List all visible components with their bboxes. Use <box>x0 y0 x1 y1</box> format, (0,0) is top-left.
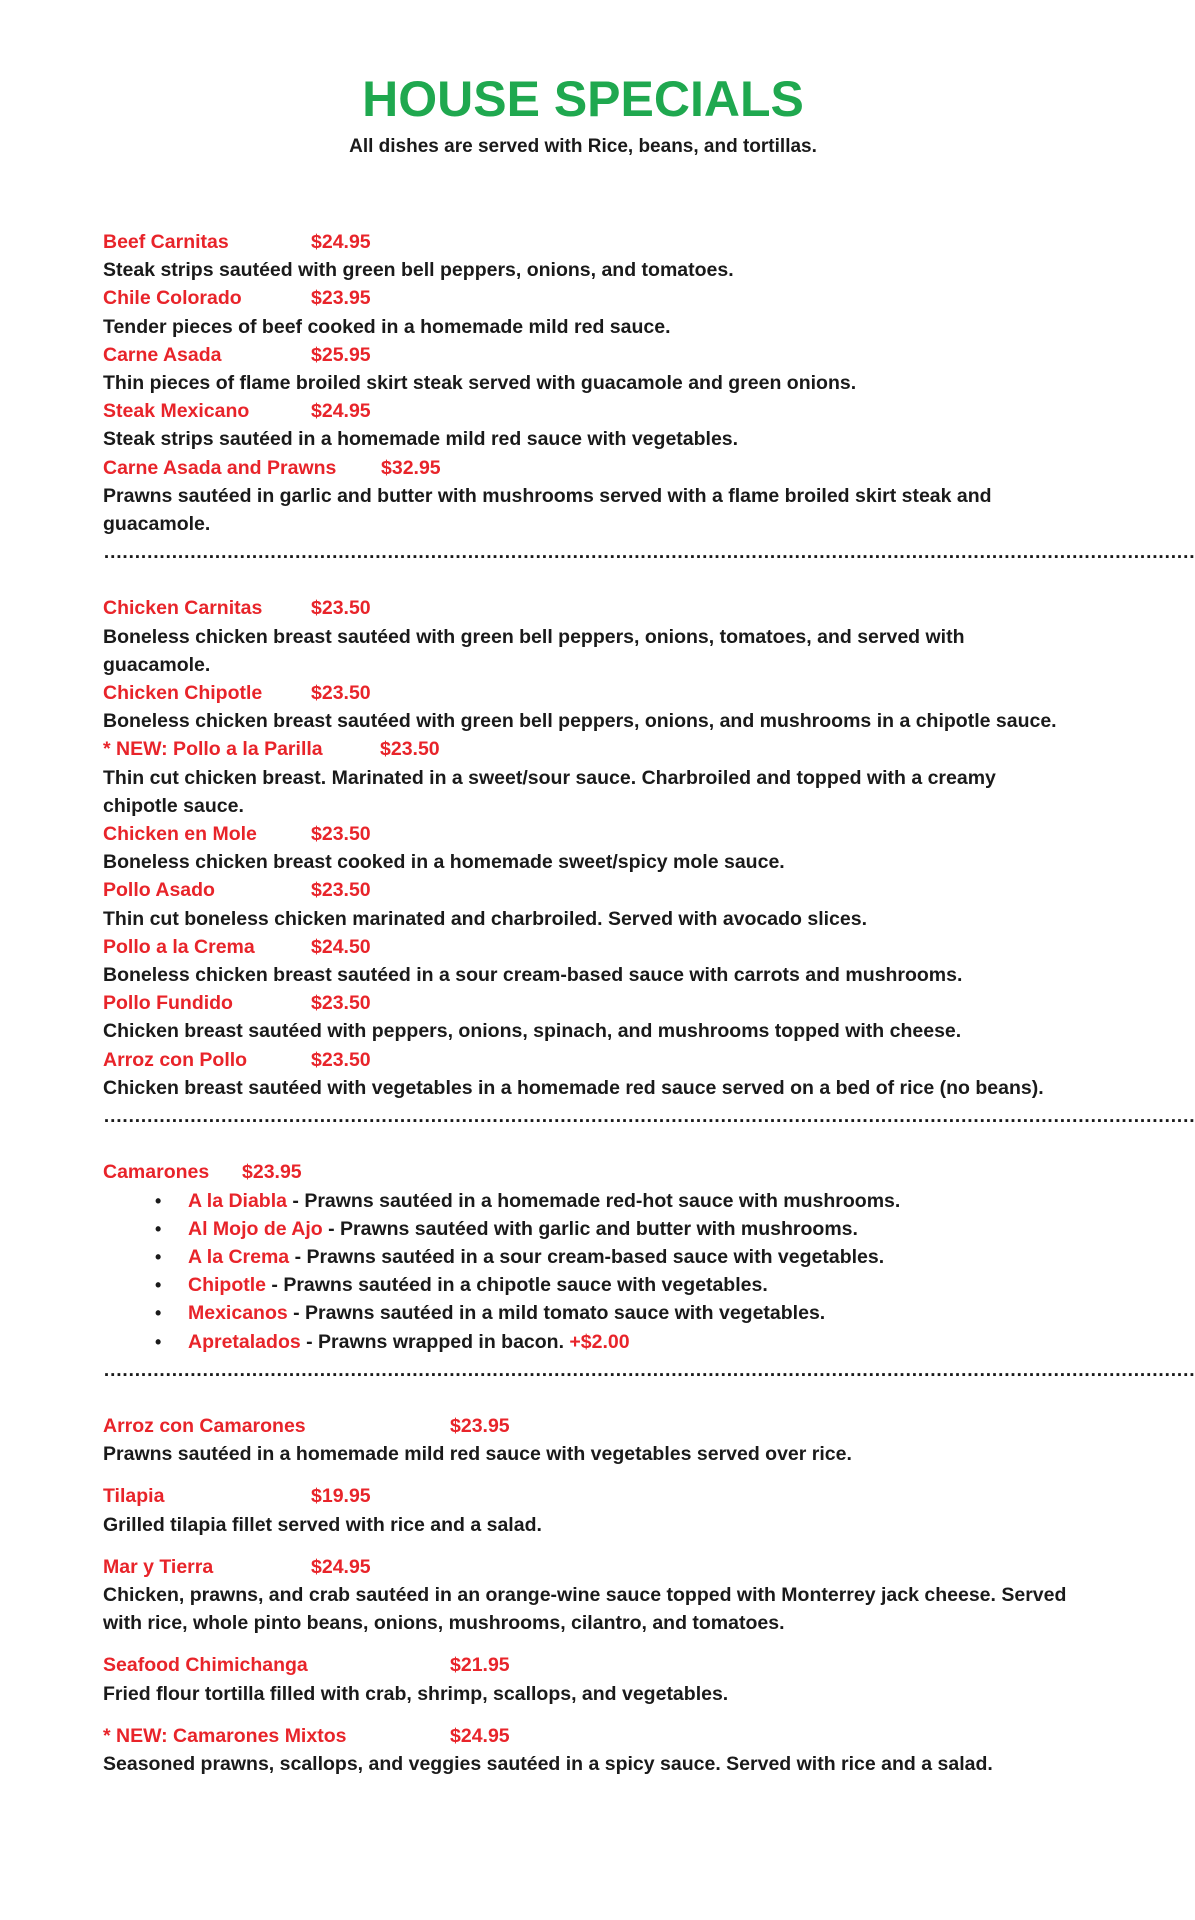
item-description: Thin cut chicken breast. Marinated in a sweet/sour sauce. Charbroiled and topped with a creamy chipotle sauce. <box>103 766 996 817</box>
option-extra-price: +$2.00 <box>569 1330 630 1353</box>
item-name: Pollo a la Crema <box>103 935 255 958</box>
item-name: Arroz con Pollo <box>103 1048 248 1071</box>
item-name: Chicken en Mole <box>103 823 257 846</box>
page-subtitle: All dishes are served with Rice, beans, and tortillas. <box>349 136 817 157</box>
item-description: Thin cut boneless chicken marinated and charbroiled. Served with avocado slices. <box>103 907 867 930</box>
item-description: Boneless chicken breast sautéed with green bell peppers, onions, tomatoes, and served with guacamole. <box>103 625 965 676</box>
camarones-options <box>103 1187 1073 1356</box>
item-price: $23.50 <box>380 738 440 761</box>
section-divider: …………………………………………………………………………………………………………………………………………………………… <box>103 1358 1195 1381</box>
item-description: Fried flour tortilla filled with crab, shrimp, scallops, and vegetables. <box>103 1682 729 1705</box>
menu-item <box>103 397 1073 453</box>
list-item <box>103 1299 1073 1327</box>
menu-content <box>103 228 1195 1778</box>
option-description: - Prawns sautéed in a chipotle sauce with vegetables. <box>266 1274 768 1297</box>
item-name: * NEW: Camarones Mixtos <box>103 1724 347 1747</box>
item-name: Pollo Fundido <box>103 992 233 1015</box>
option-description: - Prawns wrapped in bacon. <box>300 1330 570 1353</box>
menu-item <box>103 820 1073 876</box>
option-description: - Prawns sautéed in a homemade red-hot sauce with mushrooms. <box>286 1189 901 1212</box>
option-name: Apretalados <box>188 1330 301 1353</box>
item-name: Carne Asada <box>103 343 222 366</box>
menu-item <box>103 735 1073 820</box>
item-description: Boneless chicken breast sautéed in a sour cream-based sauce with carrots and mushrooms. <box>103 964 963 987</box>
seafood-section <box>103 1412 1073 1778</box>
item-price: $23.95 <box>311 287 371 310</box>
item-name: Carne Asada and Prawns <box>103 456 337 479</box>
item-price: $32.95 <box>381 456 441 479</box>
item-name: Tilapia <box>103 1485 165 1508</box>
list-item <box>103 1271 1073 1299</box>
item-price: $23.50 <box>311 597 371 620</box>
option-name: Al Mojo de Ajo <box>188 1217 323 1240</box>
item-price: $25.95 <box>311 343 371 366</box>
menu-item <box>103 594 1073 679</box>
item-description: Boneless chicken breast sautéed with green bell peppers, onions, and mushrooms in a chipotle sauce. <box>103 710 1057 733</box>
menu-item <box>103 679 1073 735</box>
item-name: Mar y Tierra <box>103 1555 214 1578</box>
item-description: Prawns sautéed in a homemade mild red sauce with vegetables served over rice. <box>103 1443 852 1466</box>
option-description: - Prawns sautéed in a sour cream-based sauce with vegetables. <box>289 1245 885 1268</box>
item-name: Beef Carnitas <box>103 231 229 253</box>
option-name: A la Diabla <box>188 1189 287 1212</box>
bullet: • <box>155 1190 162 1211</box>
item-description: Steak strips sautéed in a homemade mild red sauce with vegetables. <box>103 428 739 451</box>
item-price: $24.95 <box>311 400 371 423</box>
item-price: $19.95 <box>311 1485 371 1508</box>
item-price: $23.50 <box>311 1048 371 1071</box>
list-item <box>103 1187 1073 1215</box>
bullet: • <box>155 1218 162 1239</box>
item-description: Boneless chicken breast cooked in a homemade sweet/spicy mole sauce. <box>103 851 785 874</box>
menu-item <box>103 1412 1073 1468</box>
menu-item <box>103 284 1073 340</box>
item-price: $23.50 <box>311 992 371 1015</box>
item-price: $24.95 <box>311 231 371 253</box>
page-title: HOUSE SPECIALS <box>362 71 804 127</box>
beef-section <box>103 228 1073 538</box>
menu-item <box>103 876 1073 932</box>
item-name: Camarones <box>103 1161 210 1184</box>
menu-item <box>103 1651 1073 1707</box>
menu-item <box>103 989 1073 1045</box>
menu-item <box>103 341 1073 397</box>
menu-item <box>103 1046 1073 1102</box>
item-price: $24.95 <box>311 1555 371 1578</box>
section-divider: …………………………………………………………………………………………………………………………………………………………… <box>103 1105 1195 1128</box>
item-description: Prawns sautéed in garlic and butter with mushrooms served with a flame broiled skirt steak and guacamole. <box>103 484 992 536</box>
item-description: Chicken, prawns, and crab sautéed in an orange-wine sauce topped with Monterrey jack cheese. Served with rice, whole pinto beans, onions, mushrooms, cilantro, and tomatoes. <box>103 1583 1067 1635</box>
item-price: $24.95 <box>450 1724 510 1747</box>
item-description: Tender pieces of beef cooked in a homemade mild red sauce. <box>103 315 671 338</box>
item-name: Seafood Chimichanga <box>103 1654 308 1677</box>
item-description: Chicken breast sautéed with vegetables in a homemade red sauce served on a bed of rice (no beans). <box>103 1076 1044 1099</box>
bullet: • <box>155 1331 162 1352</box>
item-description: Thin pieces of flame broiled skirt steak served with guacamole and green onions. <box>103 372 857 395</box>
item-description: Chicken breast sautéed with peppers, onions, spinach, and mushrooms topped with cheese. <box>103 1020 962 1043</box>
item-name: Chicken Chipotle <box>103 682 263 705</box>
item-price: $24.50 <box>311 935 371 958</box>
section-divider: …………………………………………………………………………………………………………………………………………………………… <box>103 541 1195 564</box>
item-name: Steak Mexicano <box>103 400 250 423</box>
option-name: Mexicanos <box>188 1302 288 1325</box>
menu-item <box>103 1722 1073 1778</box>
item-price: $23.95 <box>450 1414 510 1437</box>
option-name: A la Crema <box>188 1245 290 1268</box>
item-name: * NEW: Pollo a la Parilla <box>103 738 323 761</box>
bullet: • <box>155 1303 162 1324</box>
list-item <box>103 1243 1073 1271</box>
menu-item <box>103 454 1073 539</box>
option-description: - Prawns sautéed in a mild tomato sauce with vegetables. <box>287 1302 826 1325</box>
menu-item <box>103 1482 1073 1538</box>
item-description: Grilled tilapia fillet served with rice and a salad. <box>103 1513 542 1536</box>
menu-item <box>103 1553 1073 1638</box>
chicken-section <box>103 594 1073 1102</box>
bullet: • <box>155 1275 162 1296</box>
list-item <box>103 1328 1073 1356</box>
option-name: Chipotle <box>188 1274 266 1297</box>
item-name: Chile Colorado <box>103 287 242 310</box>
item-name: Pollo Asado <box>103 879 215 902</box>
item-description: Seasoned prawns, scallops, and veggies sautéed in a spicy sauce. Served with rice and a salad. <box>103 1752 993 1775</box>
option-description: - Prawns sautéed with garlic and butter with mushrooms. <box>322 1217 858 1240</box>
item-price: $23.50 <box>311 879 371 902</box>
bullet: • <box>155 1246 162 1267</box>
list-item <box>103 1215 1073 1243</box>
item-price: $23.50 <box>311 682 371 705</box>
menu-item <box>103 933 1073 989</box>
item-price: $23.95 <box>242 1161 302 1184</box>
item-name: Arroz con Camarones <box>103 1414 306 1437</box>
camarones-section <box>103 1158 1073 1355</box>
item-name: Chicken Carnitas <box>103 597 263 620</box>
item-price: $23.50 <box>311 823 371 846</box>
item-price: $21.95 <box>450 1654 510 1677</box>
menu-item <box>103 228 1073 284</box>
item-description: Steak strips sautéed with green bell peppers, onions, and tomatoes. <box>103 259 734 282</box>
